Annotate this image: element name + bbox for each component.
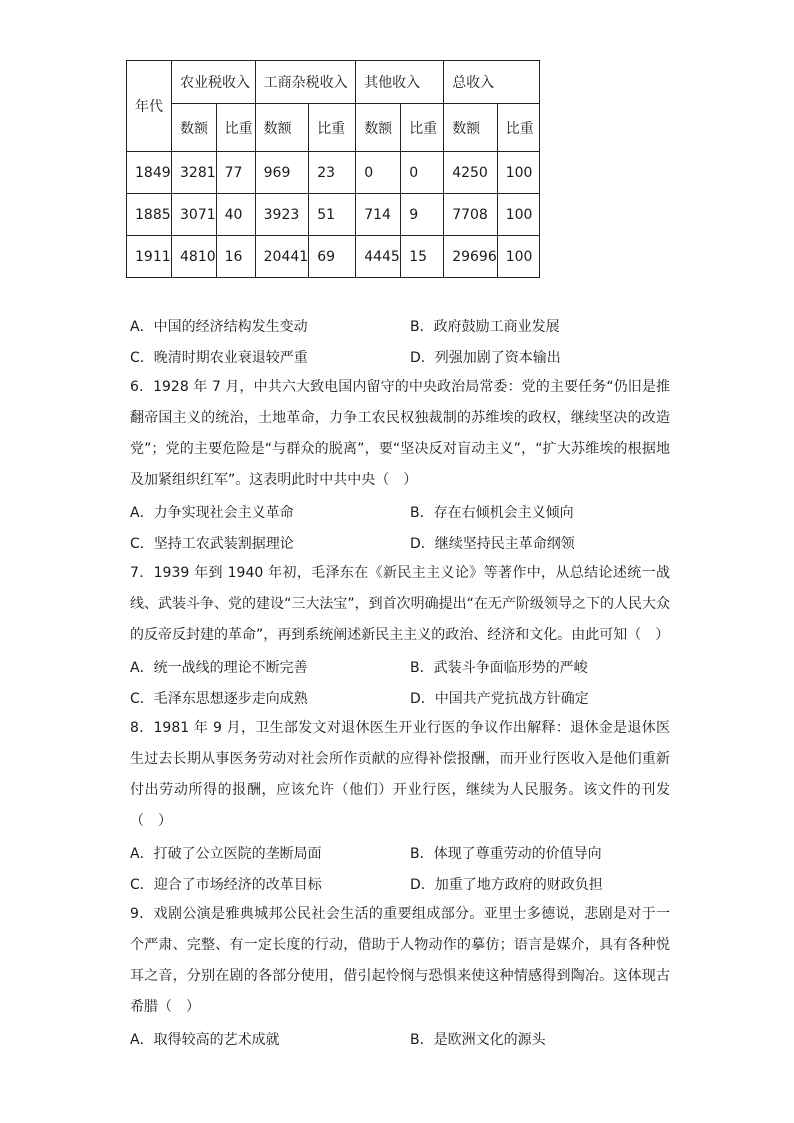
option-b[interactable]: B．存在右倾机会主义倾向 <box>410 504 574 521</box>
option-d[interactable]: D．加重了地方政府的财政负担 <box>410 876 603 893</box>
option-b[interactable]: B．是欧洲文化的源头 <box>410 1031 546 1048</box>
option-a[interactable]: A．力争实现社会主义革命 <box>130 504 294 521</box>
table-cell: 714 <box>356 194 401 236</box>
table-cell: 969 <box>255 152 309 194</box>
option-row <box>130 1023 670 1054</box>
questions <box>130 310 670 1054</box>
option-c[interactable]: C．迎合了市场经济的改革目标 <box>130 876 322 893</box>
option-row <box>130 527 670 558</box>
table-cell: 100 <box>497 236 539 278</box>
option-d[interactable]: D．中国共产党抗战方针确定 <box>410 690 589 707</box>
question-8 <box>130 713 670 899</box>
option-c[interactable]: C．坚持工农武装割据理论 <box>130 535 294 552</box>
option-d[interactable]: D．列强加剧了资本输出 <box>410 349 561 366</box>
table-cell: 100 <box>497 152 539 194</box>
sub-header: 比重 <box>309 104 356 152</box>
option-a[interactable]: A．中国的经济结构发生变动 <box>130 318 308 335</box>
sub-header: 数额 <box>444 104 498 152</box>
option-row <box>130 341 670 372</box>
table-cell: 20441 <box>255 236 309 278</box>
table-cell: 16 <box>216 236 255 278</box>
sub-header: 数额 <box>255 104 309 152</box>
question-9 <box>130 899 670 1054</box>
question-6 <box>130 372 670 558</box>
table-cell: 15 <box>401 236 444 278</box>
option-a[interactable]: A．取得较高的艺术成就 <box>130 1031 280 1048</box>
option-c[interactable]: C．晚清时期农业衰退较严重 <box>130 349 308 366</box>
option-c[interactable]: C．毛泽东思想逐步走向成熟 <box>130 690 308 707</box>
group-header: 工商杂税收入 <box>255 61 356 104</box>
option-b[interactable]: B．武装斗争面临形势的严峻 <box>410 659 588 676</box>
sub-header: 比重 <box>401 104 444 152</box>
table-cell: 51 <box>309 194 356 236</box>
question-7 <box>130 558 670 713</box>
table-cell: 40 <box>216 194 255 236</box>
table-cell: 1849 <box>127 152 172 194</box>
option-b[interactable]: B．体现了尊重劳动的价值导向 <box>410 845 602 862</box>
option-d[interactable]: D．继续坚持民主革命纲领 <box>410 535 575 552</box>
table-cell: 29696 <box>444 236 498 278</box>
table-cell: 9 <box>401 194 444 236</box>
table-cell: 4250 <box>444 152 498 194</box>
option-row <box>130 651 670 682</box>
option-b[interactable]: B．政府鼓励工商业发展 <box>410 318 560 335</box>
option-row <box>130 682 670 713</box>
sub-header: 数额 <box>172 104 217 152</box>
option-a[interactable]: A．打破了公立医院的垄断局面 <box>130 845 322 862</box>
question-stem: 7．1939 年到 1940 年初，毛泽东在《新民主主义论》等著作中，从总结论述统一战线、武装斗争、党的建设“三大法宝”，到首次明确提出“在无产阶级领导之下的人民大众的反帝反封建的革命”，再到系统阐述新民主主义的政治、经济和文化。由此可知（ ） <box>130 565 670 643</box>
table-cell: 23 <box>309 152 356 194</box>
table-subheader-row <box>127 104 540 152</box>
table-cell: 0 <box>401 152 444 194</box>
table-cell: 3071 <box>172 194 217 236</box>
table-cell: 100 <box>497 194 539 236</box>
table-header-row <box>127 61 540 104</box>
option-row <box>130 310 670 341</box>
question-5 <box>130 310 670 372</box>
table-cell: 69 <box>309 236 356 278</box>
sub-header: 数额 <box>356 104 401 152</box>
table-row <box>127 152 540 194</box>
table-cell: 77 <box>216 152 255 194</box>
table-cell: 1885 <box>127 194 172 236</box>
year-header: 年代 <box>127 61 172 152</box>
revenue-table <box>126 60 540 278</box>
table-cell: 4810 <box>172 236 217 278</box>
table-cell: 4445 <box>356 236 401 278</box>
group-header: 农业税收入 <box>172 61 256 104</box>
sub-header: 比重 <box>497 104 539 152</box>
sub-header: 比重 <box>216 104 255 152</box>
table-row <box>127 194 540 236</box>
option-row <box>130 496 670 527</box>
table-cell: 7708 <box>444 194 498 236</box>
option-a[interactable]: A．统一战线的理论不断完善 <box>130 659 308 676</box>
table-cell: 0 <box>356 152 401 194</box>
table-cell: 3923 <box>255 194 309 236</box>
table-row <box>127 236 540 278</box>
group-header: 其他收入 <box>356 61 444 104</box>
question-stem: 6．1928 年 7 月，中共六大致电国内留守的中央政治局常委：党的主要任务“仍旧是推翻帝国主义的统治，土地革命，力争工农民权独裁制的苏维埃的政权，继续坚决的改造党”；党的主要危险是“与群众的脱离”，要“坚决反对盲动主义”，“扩大苏维埃的根据地及加紧组织红军”。这表明此时中共中央（ ） <box>130 379 670 488</box>
group-header: 总收入 <box>444 61 540 104</box>
table-cell: 3281 <box>172 152 217 194</box>
question-stem: 8．1981 年 9 月，卫生部发文对退休医生开业行医的争议作出解释：退休金是退休医生过去长期从事医务劳动对社会所作贡献的应得补偿报酬，而开业行医收入是他们重新付出劳动所得的报酬，应该允许（他们）开业行医，继续为人民服务。该文件的刊发（ ） <box>130 720 670 829</box>
question-stem: 9．戏剧公演是雅典城邦公民社会生活的重要组成部分。亚里士多德说，悲剧是对于一个严肃、完整、有一定长度的行动，借助于人物动作的摹仿；语言是媒介，具有各种悦耳之音，分别在剧的各部分使用，借引起怜悯与恐惧来使这种情感得到陶冶。这体现古希腊（ ） <box>130 906 670 1015</box>
table-cell: 1911 <box>127 236 172 278</box>
option-row <box>130 837 670 868</box>
option-row <box>130 868 670 899</box>
